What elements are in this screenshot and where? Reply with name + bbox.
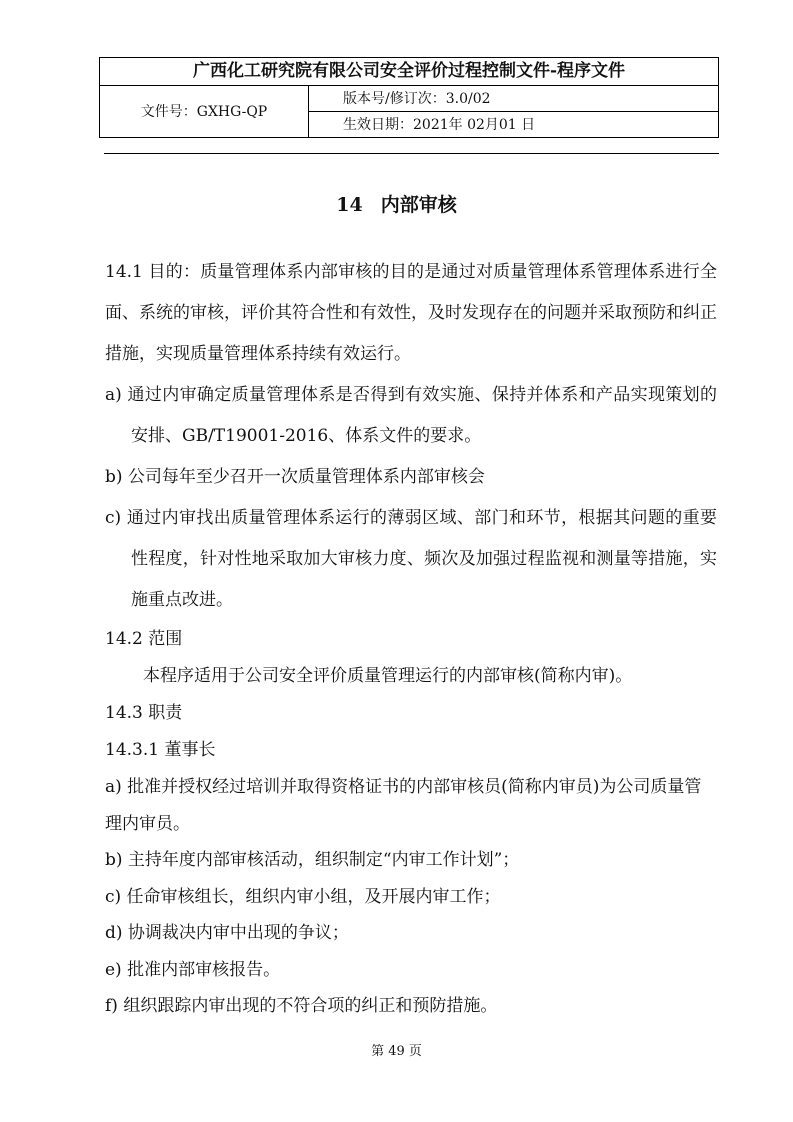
list-item: f) 组织跟踪内审出现的不符合项的纠正和预防措施。	[105, 996, 498, 1016]
list-item: b) 公司每年至少召开一次质量管理体系内部审核会	[105, 467, 485, 487]
header-version: 版本号/修订次：3.0/02	[309, 86, 719, 112]
paragraph-purpose: 14.1 目的：质量管理体系内部审核的目的是通过对质量管理体系管理体系进行全面、系统的审核，评价其符合性和有效性，及时发现存在的问题并采取预防和纠正措施，实现质量管理体系持续有效运行。	[105, 262, 717, 364]
section-heading	[0, 190, 793, 217]
list-item: e) 批准内部审核报告。	[105, 959, 281, 980]
document-header-table	[99, 57, 719, 138]
subsection-heading: 14.3.1 董事长	[105, 740, 216, 760]
header-doc-number: 文件号：GXHG-QP	[100, 86, 309, 138]
page-number: 第 49 页	[371, 1044, 422, 1059]
list-item: a) 通过内审确定质量管理体系是否得到有效实施、保持并体系和产品实现策划的安排、GB/T19001-2016、体系文件的要求。	[105, 385, 717, 446]
list-item: c) 通过内审找出质量管理体系运行的薄弱区域、部门和环节，根据其问题的重要性程度，针对性地采取加大审核力度、频次及加强过程监视和测量等措施，实施重点改进。	[105, 508, 717, 610]
list-item: a) 批准并授权经过培训并取得资格证书的内部审核员(简称内审员)为公司质量管理内审员。	[105, 777, 702, 834]
header-title: 广西化工研究院有限公司安全评价过程控制文件-程序文件	[100, 58, 718, 86]
list-item: c) 任命审核组长，组织内审小组，及开展内审工作；	[105, 886, 501, 907]
list-item: d) 协调裁决内审中出现的争议；	[105, 923, 349, 943]
subsection-heading: 14.3 职责	[105, 703, 183, 723]
header-divider	[104, 153, 719, 154]
header-effective-date: 生效日期：2021年 02月01 日	[343, 117, 536, 133]
section-title: 内部审核	[380, 194, 457, 216]
section-number: 14	[336, 194, 363, 216]
subsection-heading: 14.2 范围	[105, 629, 183, 649]
list-item: b) 主持年度内部审核活动，组织制定“内审工作计划”；	[105, 850, 520, 870]
paragraph-scope: 本程序适用于公司安全评价质量管理运行的内部审核(简称内审)。	[143, 666, 633, 686]
document-body	[105, 252, 717, 1025]
